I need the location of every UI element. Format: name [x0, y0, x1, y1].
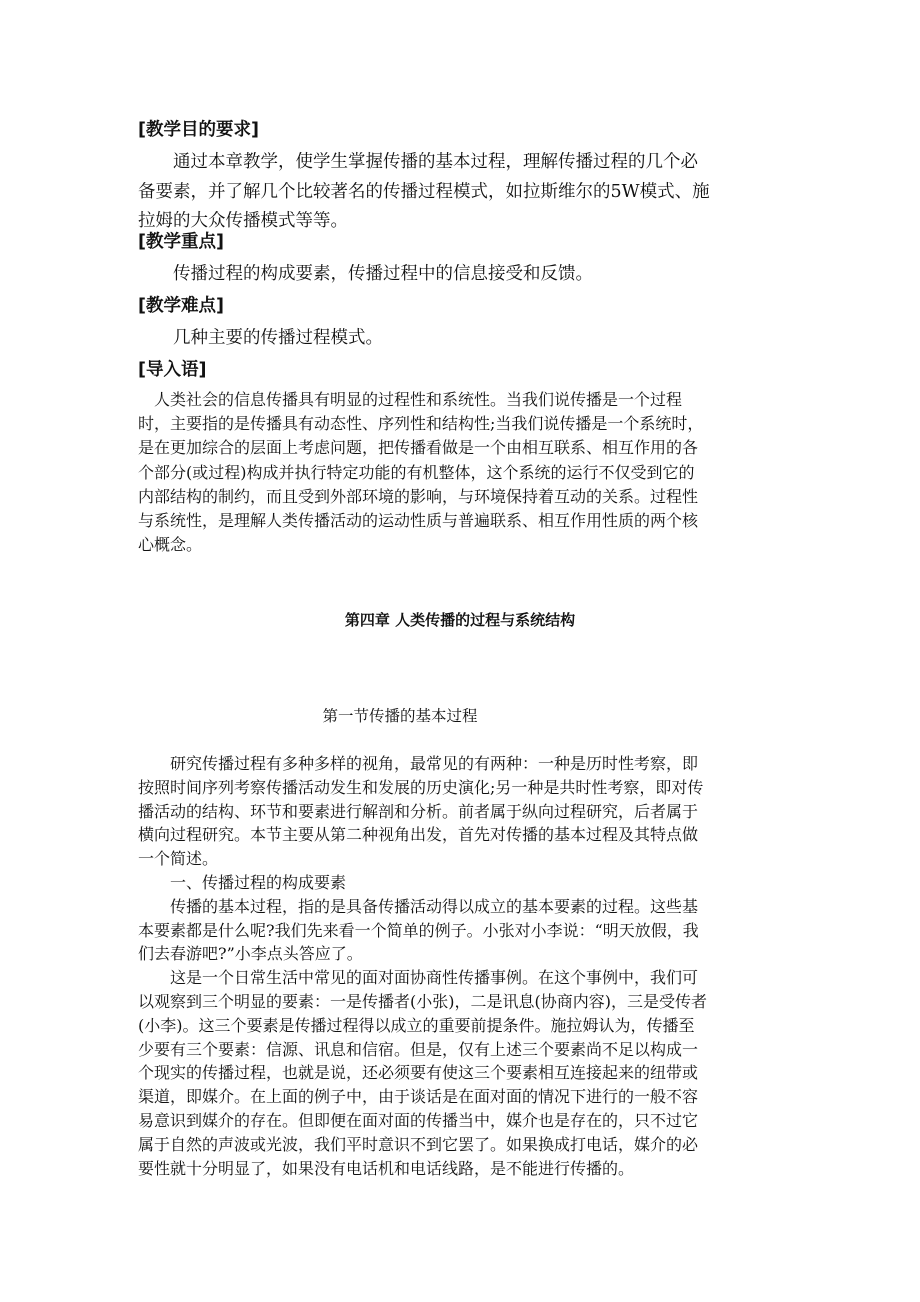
introduction-section [138, 358, 710, 557]
body-paragraph-3: 这是一个日常生活中常见的面对面协商性传播事例。在这个事例中，我们可以观察到三个明显的要素：一是传播者(小张)，二是讯息(协商内容)，三是受传者(小李)。这三个要素是传播过程得以成立的重要前提条件。施拉姆认为，传播至少要有三个要素：信源、讯息和信宿。但是，仅有上述三个要素尚不足以构成一个现实的传播过程，也就是说，还必须要有使这三个要素相互连接起来的纽带或渠道，即媒介。在上面的例子中，由于谈话是在面对面的情况下进行的一般不容易意识到媒介的存在。但即便在面对面的传播当中，媒介也是存在的，只不过它属于自然的声波或光波，我们平时意识不到它罢了。如果换成打电话，媒介的必要性就十分明显了，如果没有电话机和电话线路，是不能进行传播的。 [138, 968, 707, 1178]
key-points-text: 传播过程的构成要素，传播过程中的信息接受和反馈。 [173, 264, 593, 284]
difficulties-text: 几种主要的传播过程模式。 [173, 328, 383, 348]
body-paragraph-2: 传播的基本过程，指的是具备传播活动得以成立的基本要素的过程。这些基本要素都是什么呢?我们先来看一个简单的例子。小张对小李说：“明天放假，我们去春游吧?”小李点头答应了。 [138, 896, 699, 964]
key-points-section [138, 230, 710, 290]
introduction-text: 人类社会的信息传播具有明显的过程性和系统性。当我们说传播是一个过程时，主要指的是传播具有动态性、序列性和结构性;当我们说传播是一个系统时，是在更加综合的层面上考虑问题，把传播看做是一个由相互联系、相互作用的各个部分(或过程)构成并执行特定功能的有机整体，这个系统的运行不仅受到它的内部结构的制约，而且受到外部环境的影响，与环境保持着互动的关系。过程性与系统性，是理解人类传播活动的运动性质与普遍联系、相互作用性质的两个核心概念。 [138, 390, 704, 555]
teaching-goals-text: 通过本章教学，使学生掌握传播的基本过程，理解传播过程的几个必备要素，并了解几个比较著名的传播过程模式，如拉斯维尔的5W模式、施拉姆的大众传播模式等等。 [138, 152, 710, 231]
section-title: 第一节传播的基本过程 [322, 707, 478, 725]
teaching-goals-section [138, 118, 710, 237]
body-section [138, 752, 710, 1180]
introduction-heading: [导入语] [138, 360, 207, 380]
key-points-heading: [教学重点] [138, 232, 224, 252]
body-paragraph-1: 研究传播过程有多种多样的视角，最常见的有两种：一种是历时性考察，即按照时间序列考察传播活动发生和发展的历史演化;另一种是共时性考察，即对传播活动的结构、环节和要素进行解剖和分析。前者属于纵向过程研究，后者属于横向过程研究。本节主要从第二种视角出发，首先对传播的基本过程及其特点做一个简述。 [138, 754, 704, 869]
difficulties-heading: [教学难点] [138, 296, 224, 316]
chapter-title: 第四章 人类传播的过程与系统结构 [344, 611, 576, 629]
body-subheading: 一、传播过程的构成要素 [170, 872, 347, 892]
teaching-goals-heading: [教学目的要求] [138, 120, 259, 140]
difficulties-section [138, 294, 710, 354]
